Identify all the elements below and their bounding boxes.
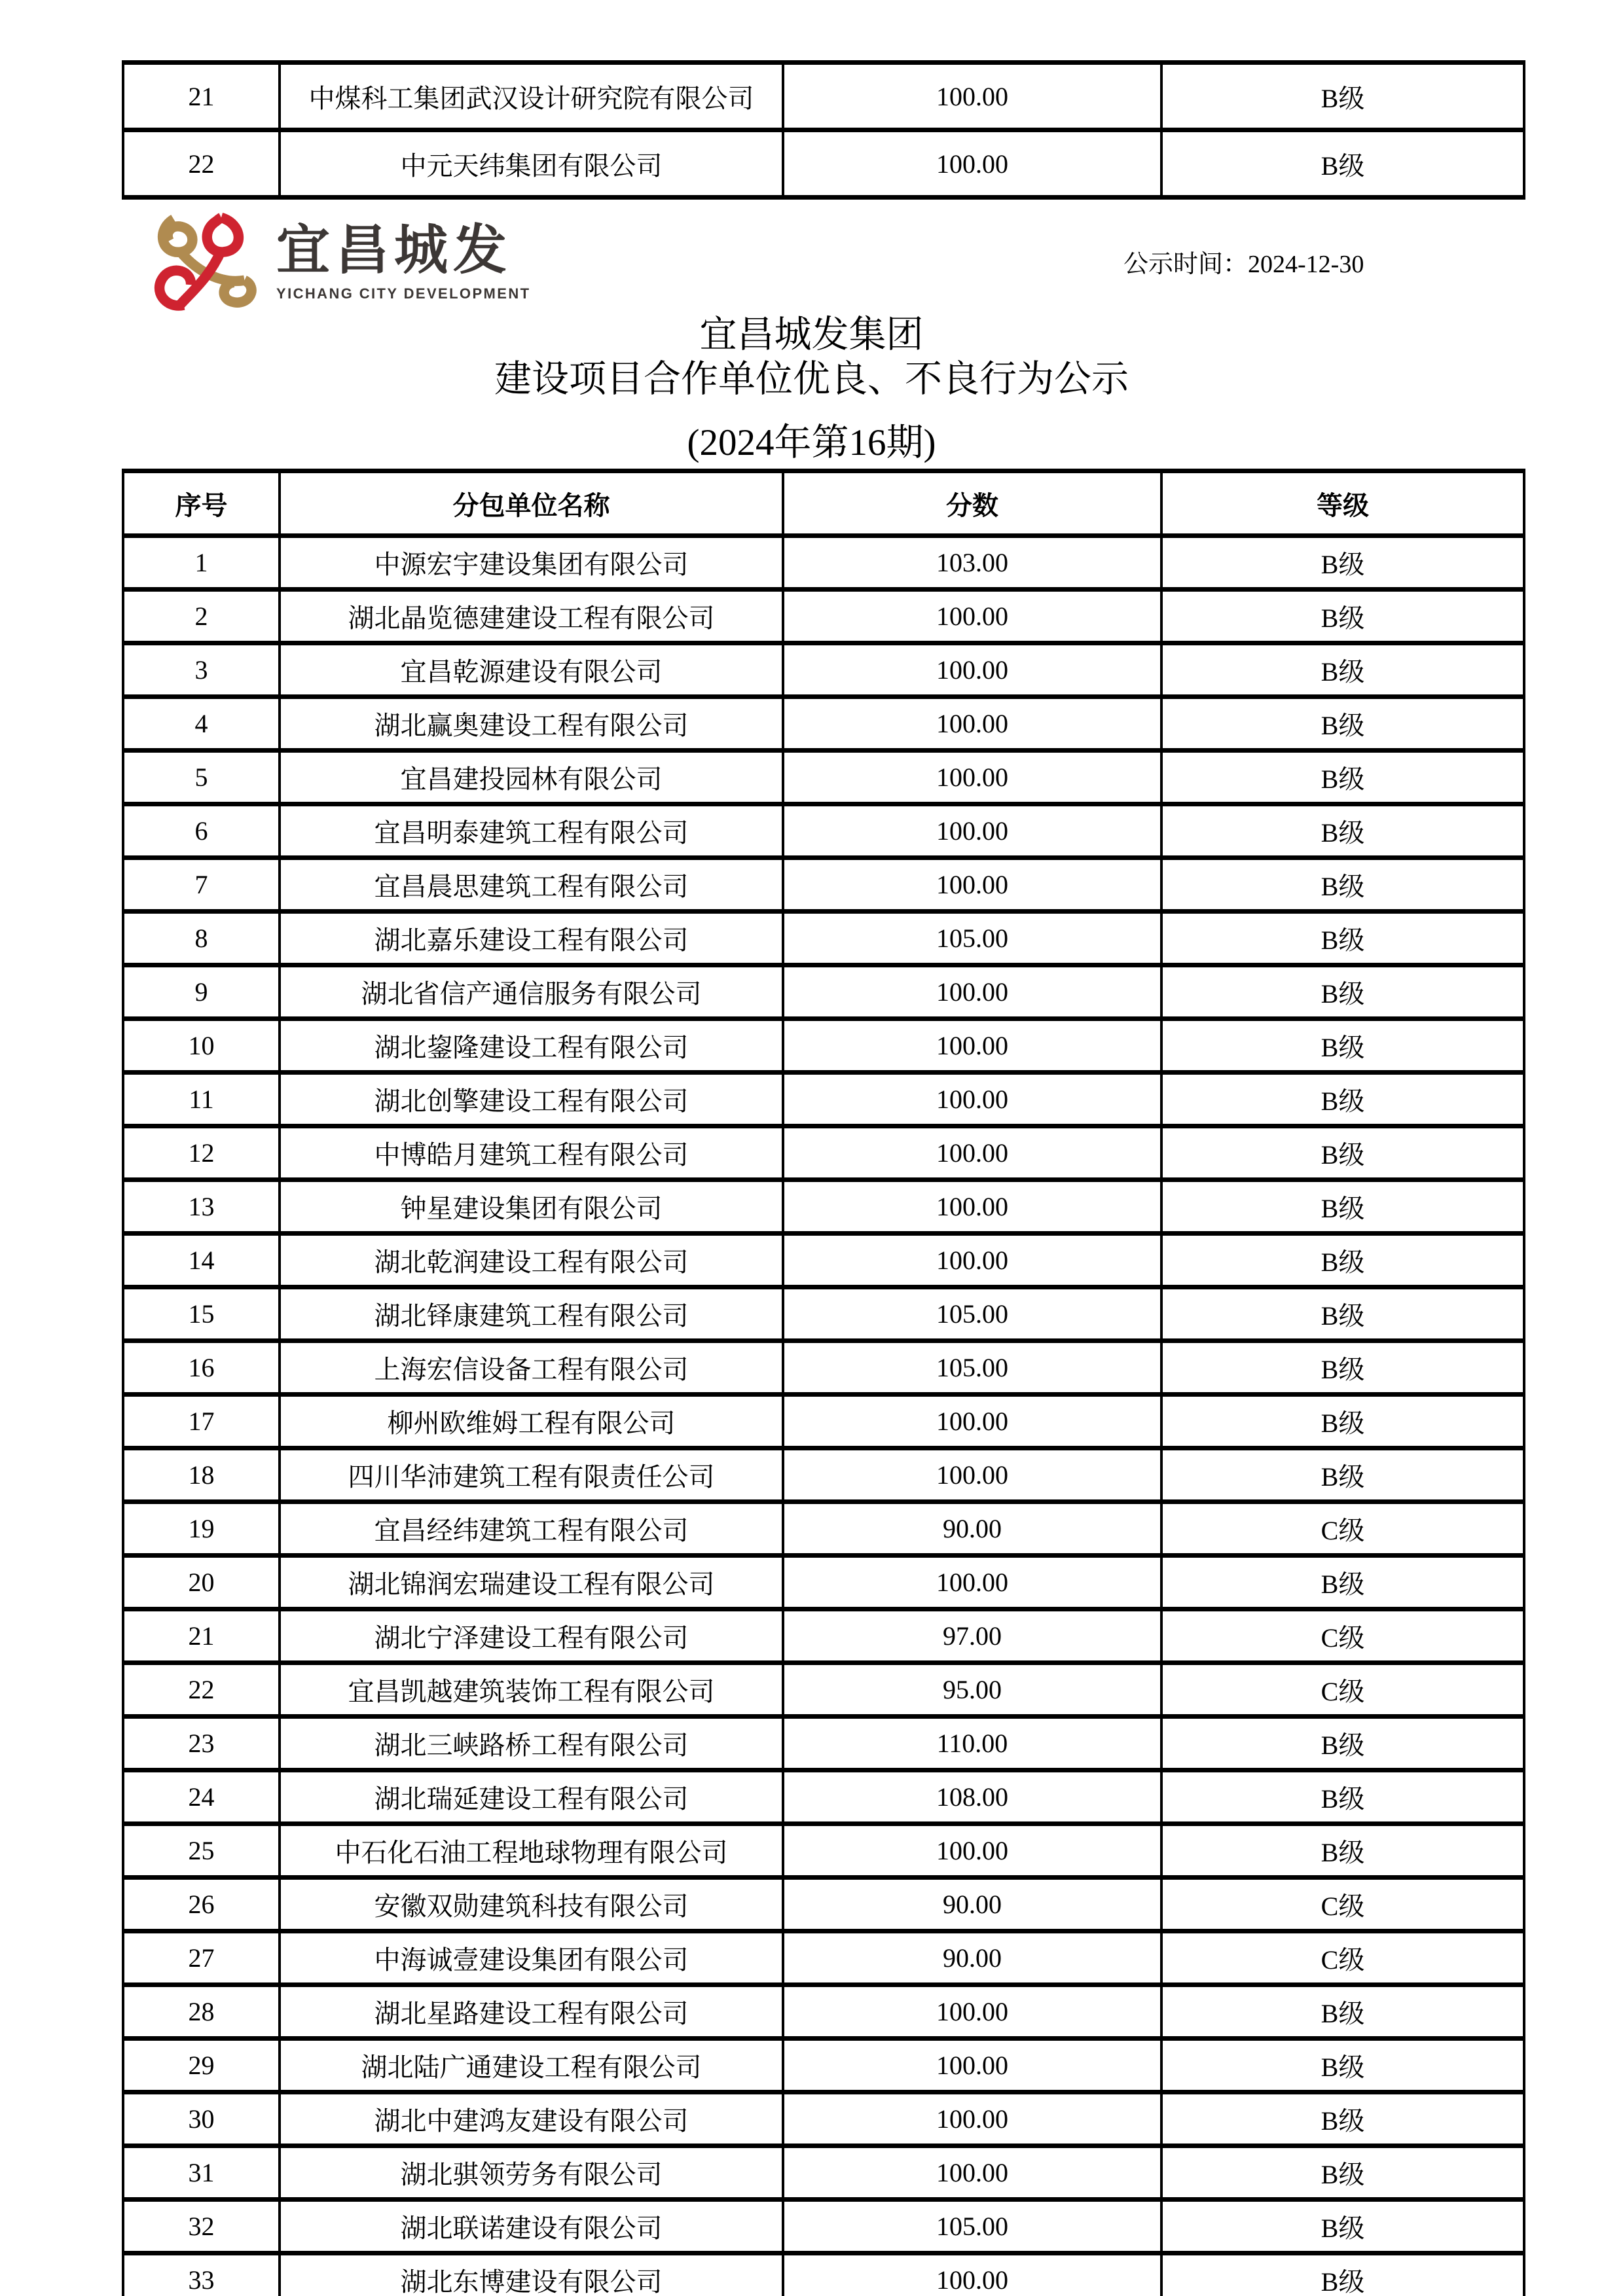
cell-grade: C级: [1321, 1516, 1365, 1545]
table-row: [124, 1719, 1523, 1772]
cell-score: 100.00: [784, 1558, 1163, 1607]
title-notice: 建设项目合作单位优良、不良行为公示: [494, 359, 1129, 401]
publish-time-value: 2024-12-30: [1248, 251, 1364, 278]
cell-no: 7: [124, 860, 281, 909]
header-no: 序号: [124, 473, 281, 533]
table-row: [124, 1021, 1523, 1075]
cell-grade: B级: [1321, 1355, 1365, 1384]
cell-no: 32: [124, 2202, 281, 2251]
cell-name: 宜昌经纬建筑工程有限公司: [281, 1504, 784, 1553]
table-row: [124, 1933, 1523, 1987]
cell-name: 宜昌乾源建设有限公司: [281, 645, 784, 694]
cell-grade: B级: [1321, 151, 1365, 181]
cell-no: 14: [124, 1236, 281, 1285]
title-block: [0, 313, 1623, 465]
cell-name: 湖北星路建设工程有限公司: [281, 1987, 784, 2036]
cell-name: 中石化石油工程地球物理有限公司: [281, 1826, 784, 1875]
cell-no: 4: [124, 699, 281, 748]
cell-score: 90.00: [784, 1880, 1163, 1929]
publish-time: [1123, 243, 1364, 279]
table-row: [124, 1397, 1523, 1450]
cell-score: 100.00: [784, 1182, 1163, 1231]
cell-score: 103.00: [784, 538, 1163, 587]
cell-name: 湖北宁泽建设工程有限公司: [281, 1611, 784, 1660]
cell-grade: B级: [1321, 83, 1365, 113]
cell-no: 23: [124, 1719, 281, 1768]
cell-score: 108.00: [784, 1772, 1163, 1821]
cell-name: 湖北嘉乐建设工程有限公司: [281, 914, 784, 963]
cell-grade: B级: [1321, 1731, 1365, 1760]
cell-name: 湖北锦润宏瑞建设工程有限公司: [281, 1558, 784, 1607]
cell-grade: C级: [1321, 1677, 1365, 1706]
table-row: [124, 914, 1523, 967]
table-row: [124, 592, 1523, 645]
cell-score: 97.00: [784, 1611, 1163, 1660]
table-row: [124, 2094, 1523, 2148]
logo-knot-icon: [145, 208, 257, 318]
cell-grade: B级: [1321, 2160, 1365, 2189]
table-row: [124, 753, 1523, 806]
cell-name: 湖北瑞延建设工程有限公司: [281, 1772, 784, 1821]
cell-score: 100.00: [784, 699, 1163, 748]
cell-grade: B级: [1321, 2053, 1365, 2082]
publish-time-label: 公示时间：: [1123, 251, 1249, 278]
cell-grade: B级: [1321, 1784, 1365, 1814]
cell-score: 100.00: [784, 1021, 1163, 1070]
cell-name: 宜昌凯越建筑装饰工程有限公司: [281, 1665, 784, 1714]
cell-grade: B级: [1321, 872, 1365, 901]
cell-name: 湖北赢奥建设工程有限公司: [281, 699, 784, 748]
cell-grade: B级: [1321, 1462, 1365, 1492]
cell-score: 100.00: [784, 592, 1163, 641]
cell-name: 四川华沛建筑工程有限责任公司: [281, 1450, 784, 1499]
cell-grade: B级: [1321, 1140, 1365, 1170]
table-row: [124, 65, 1523, 132]
table-row: [124, 1880, 1523, 1933]
cell-grade: B级: [1321, 1999, 1365, 2028]
table-row: [124, 1826, 1523, 1880]
cell-grade: B级: [1321, 1033, 1365, 1062]
table-row: [124, 699, 1523, 753]
table-row: [124, 1236, 1523, 1289]
cell-no: 22: [124, 132, 281, 195]
cell-name: 湖北中建鸿友建设有限公司: [281, 2094, 784, 2144]
logo-text: [276, 221, 531, 302]
cell-score: 100.00: [784, 2094, 1163, 2144]
cell-score: 100.00: [784, 1128, 1163, 1177]
cell-grade: B级: [1321, 657, 1365, 687]
cell-name: 宜昌明泰建筑工程有限公司: [281, 806, 784, 855]
cell-no: 5: [124, 753, 281, 802]
cell-score: 100.00: [784, 1075, 1163, 1124]
table-row: [124, 1289, 1523, 1343]
cell-name: 湖北东博建设有限公司: [281, 2255, 784, 2296]
cell-grade: C级: [1321, 1892, 1365, 1921]
table-row: [124, 1611, 1523, 1665]
cell-no: 24: [124, 1772, 281, 1821]
cell-score: 100.00: [784, 753, 1163, 802]
cell-score: 90.00: [784, 1504, 1163, 1553]
cell-name: 柳州欧维姆工程有限公司: [281, 1397, 784, 1446]
cell-score: 110.00: [784, 1719, 1163, 1768]
cell-no: 12: [124, 1128, 281, 1177]
cell-grade: C级: [1321, 1945, 1365, 1975]
cell-grade: B级: [1321, 550, 1365, 579]
cell-no: 30: [124, 2094, 281, 2144]
cell-name: 湖北骐领劳务有限公司: [281, 2148, 784, 2197]
table-row: [124, 967, 1523, 1021]
cell-score: 100.00: [784, 2041, 1163, 2090]
logo-name-cn: 宜昌城发: [276, 221, 513, 280]
cell-score: 100.00: [784, 132, 1163, 195]
table-row: [124, 2255, 1523, 2296]
cell-name: 湖北省信产通信服务有限公司: [281, 967, 784, 1016]
cell-grade: B级: [1321, 603, 1365, 633]
cell-name: 湖北联诺建设有限公司: [281, 2202, 784, 2251]
cell-name: 中博皓月建筑工程有限公司: [281, 1128, 784, 1177]
cell-name: 湖北创擎建设工程有限公司: [281, 1075, 784, 1124]
cell-name: 湖北乾润建设工程有限公司: [281, 1236, 784, 1285]
cell-no: 13: [124, 1182, 281, 1231]
cell-name: 湖北铎康建筑工程有限公司: [281, 1289, 784, 1338]
table-header-row: [124, 473, 1523, 538]
cell-score: 105.00: [784, 1289, 1163, 1338]
title-issue: (2024年第16期): [687, 422, 936, 463]
table-row: [124, 1128, 1523, 1182]
cell-no: 15: [124, 1289, 281, 1338]
cell-no: 21: [124, 65, 281, 128]
table-row: [124, 806, 1523, 860]
cell-grade: B级: [1321, 764, 1365, 794]
cell-score: 100.00: [784, 806, 1163, 855]
cell-name: 上海宏信设备工程有限公司: [281, 1343, 784, 1392]
cell-no: 29: [124, 2041, 281, 2090]
cell-grade: B级: [1321, 1247, 1365, 1277]
cell-name: 宜昌晨思建筑工程有限公司: [281, 860, 784, 909]
header-name: 分包单位名称: [281, 473, 784, 533]
cell-score: 100.00: [784, 65, 1163, 128]
cell-score: 100.00: [784, 967, 1163, 1016]
cell-grade: B级: [1321, 1301, 1365, 1331]
cell-no: 10: [124, 1021, 281, 1070]
cell-grade: B级: [1321, 2106, 1365, 2136]
cell-score: 100.00: [784, 1236, 1163, 1285]
cell-no: 27: [124, 1933, 281, 1982]
cell-no: 18: [124, 1450, 281, 1499]
cell-score: 100.00: [784, 860, 1163, 909]
cell-score: 105.00: [784, 2202, 1163, 2251]
cell-name: 钟星建设集团有限公司: [281, 1182, 784, 1231]
cell-grade: B级: [1321, 1838, 1365, 1867]
cell-score: 100.00: [784, 1450, 1163, 1499]
cell-score: 95.00: [784, 1665, 1163, 1714]
cell-no: 9: [124, 967, 281, 1016]
cell-grade: B级: [1321, 711, 1365, 740]
cell-no: 17: [124, 1397, 281, 1446]
cell-name: 中元天纬集团有限公司: [281, 132, 784, 195]
cell-score: 100.00: [784, 1987, 1163, 2036]
cell-name: 湖北陆广通建设工程有限公司: [281, 2041, 784, 2090]
cell-no: 1: [124, 538, 281, 587]
table-row: [124, 1075, 1523, 1128]
cell-score: 100.00: [784, 2255, 1163, 2296]
cell-name: 中海诚壹建设集团有限公司: [281, 1933, 784, 1982]
cell-grade: B级: [1321, 2214, 1365, 2243]
table-row: [124, 2041, 1523, 2094]
table-row: [124, 132, 1523, 200]
cell-score: 100.00: [784, 2148, 1163, 2197]
cell-score: 105.00: [784, 1343, 1163, 1392]
cell-score: 100.00: [784, 645, 1163, 694]
cell-score: 105.00: [784, 914, 1163, 963]
cell-no: 26: [124, 1880, 281, 1929]
table-row: [124, 1558, 1523, 1611]
table-row: [124, 860, 1523, 914]
cell-grade: C级: [1321, 1623, 1365, 1653]
cell-no: 21: [124, 1611, 281, 1660]
header-score: 分数: [784, 473, 1163, 533]
rating-table: [122, 469, 1525, 2296]
table-row: [124, 1504, 1523, 1558]
table-row: [124, 2202, 1523, 2255]
title-company: 宜昌城发集团: [699, 314, 924, 355]
cell-no: 20: [124, 1558, 281, 1607]
cell-score: 90.00: [784, 1933, 1163, 1982]
cell-no: 28: [124, 1987, 281, 2036]
cell-no: 16: [124, 1343, 281, 1392]
previous-page-table: [122, 60, 1525, 200]
cell-name: 湖北鋆隆建设工程有限公司: [281, 1021, 784, 1070]
cell-name: 中煤科工集团武汉设计研究院有限公司: [281, 65, 784, 128]
cell-no: 11: [124, 1075, 281, 1124]
company-logo: [145, 208, 530, 318]
cell-no: 8: [124, 914, 281, 963]
table-row: [124, 1772, 1523, 1826]
cell-grade: B级: [1321, 1194, 1365, 1223]
cell-grade: B级: [1321, 1570, 1365, 1599]
cell-no: 6: [124, 806, 281, 855]
table-row: [124, 538, 1523, 592]
cell-no: 2: [124, 592, 281, 641]
header-grade: 等级: [1317, 490, 1369, 520]
table-row: [124, 1987, 1523, 2041]
table-row: [124, 645, 1523, 699]
cell-grade: B级: [1321, 1086, 1365, 1116]
cell-name: 宜昌建投园林有限公司: [281, 753, 784, 802]
cell-grade: B级: [1321, 818, 1365, 848]
cell-no: 19: [124, 1504, 281, 1553]
table-row: [124, 1343, 1523, 1397]
cell-name: 安徽双勋建筑科技有限公司: [281, 1880, 784, 1929]
cell-name: 湖北晶览德建建设工程有限公司: [281, 592, 784, 641]
cell-name: 中源宏宇建设集团有限公司: [281, 538, 784, 587]
cell-no: 33: [124, 2255, 281, 2296]
cell-grade: B级: [1321, 979, 1365, 1009]
cell-grade: B级: [1321, 925, 1365, 955]
cell-no: 31: [124, 2148, 281, 2197]
table-row: [124, 1450, 1523, 1504]
table-row: [124, 1665, 1523, 1719]
table-row: [124, 1182, 1523, 1236]
cell-grade: B级: [1321, 1408, 1365, 1438]
cell-no: 3: [124, 645, 281, 694]
cell-no: 22: [124, 1665, 281, 1714]
cell-no: 25: [124, 1826, 281, 1875]
cell-score: 100.00: [784, 1826, 1163, 1875]
logo-name-en: YICHANG CITY DEVELOPMENT: [276, 285, 531, 302]
cell-score: 100.00: [784, 1397, 1163, 1446]
cell-name: 湖北三峡路桥工程有限公司: [281, 1719, 784, 1768]
cell-grade: B级: [1321, 2267, 1365, 2296]
table-row: [124, 2148, 1523, 2202]
